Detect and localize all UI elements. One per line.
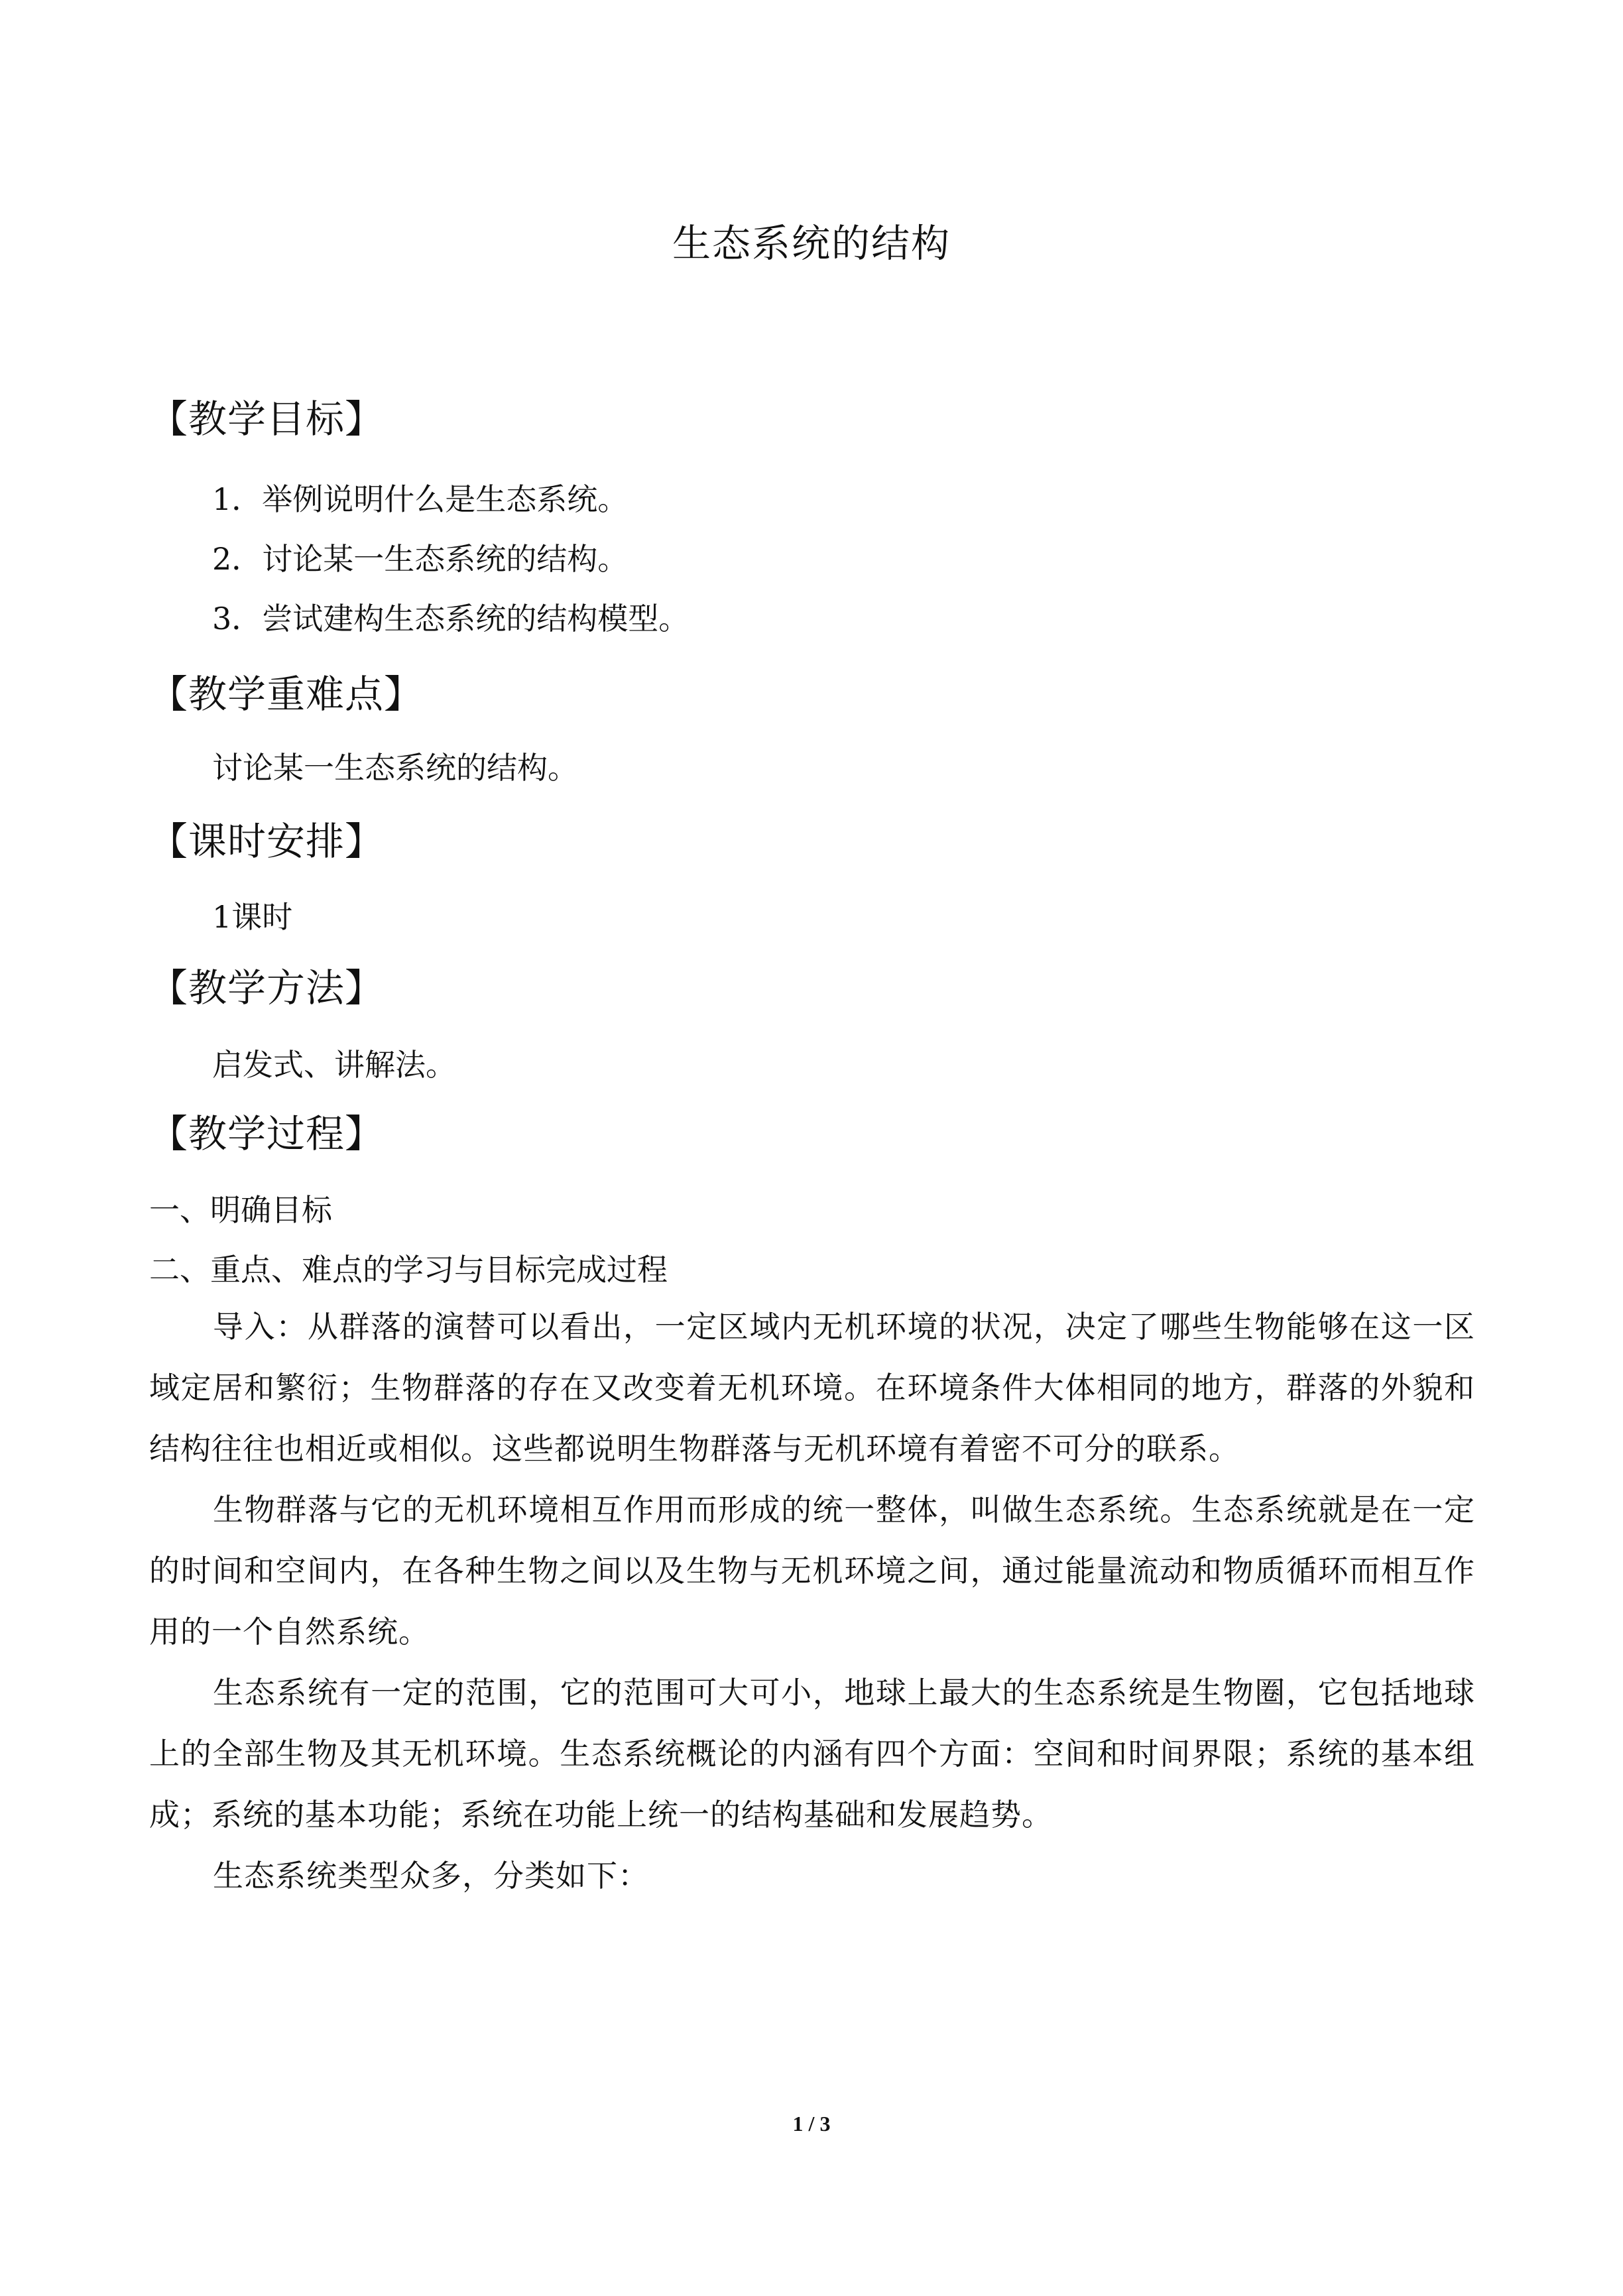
process-step-1: 一、明确目标 <box>149 1192 332 1228</box>
page-title: 生态系统的结构 <box>672 221 951 266</box>
methods-text: 启发式、讲解法。 <box>212 1047 456 1083</box>
section-heading-key-points: 【教学重难点】 <box>149 672 424 717</box>
schedule-text: 1课时 <box>212 899 293 935</box>
section-heading-objectives: 【教学目标】 <box>149 396 385 442</box>
objective-item-2: 2．讨论某一生态系统的结构。 <box>212 541 629 577</box>
process-step-2: 二、重点、难点的学习与目标完成过程 <box>149 1252 668 1288</box>
process-paragraph-intro: 导入：从群落的演替可以看出，一定区域内无机环境的状况，决定了哪些生物能够在这一区域定居和繁衍；生物群落的存在又改变着无机环境。在环境条件大体相同的地方，群落的外貌和结构往往也相近或相似。这些都说明生物群落与无机环境有着密不可分的联系。 <box>149 1309 1475 1467</box>
page-number: 1 / 3 <box>792 2112 831 2136</box>
process-paragraph-definition: 生物群落与它的无机环境相互作用而形成的统一整体，叫做生态系统。生态系统就是在一定的时间和空间内，在各种生物之间以及生物与无机环境之间，通过能量流动和物质循环而相互作用的一个自然系统。 <box>149 1492 1475 1650</box>
objective-item-1: 1．举例说明什么是生态系统。 <box>212 481 629 517</box>
section-heading-process: 【教学过程】 <box>149 1111 385 1156</box>
section-heading-methods: 【教学方法】 <box>149 965 385 1010</box>
key-points-text: 讨论某一生态系统的结构。 <box>212 750 578 786</box>
objective-item-3: 3．尝试建构生态系统的结构模型。 <box>212 601 690 636</box>
section-heading-schedule: 【课时安排】 <box>149 819 385 864</box>
process-paragraph-scope: 生态系统有一定的范围，它的范围可大可小，地球上最大的生态系统是生物圈，它包括地球上的全部生物及其无机环境。生态系统概论的内涵有四个方面：空间和时间界限；系统的基本组成；系统的基本功能；系统在功能上统一的结构基础和发展趋势。 <box>149 1675 1475 1833</box>
process-paragraph-classification: 生态系统类型众多，分类如下： <box>213 1858 649 1894</box>
